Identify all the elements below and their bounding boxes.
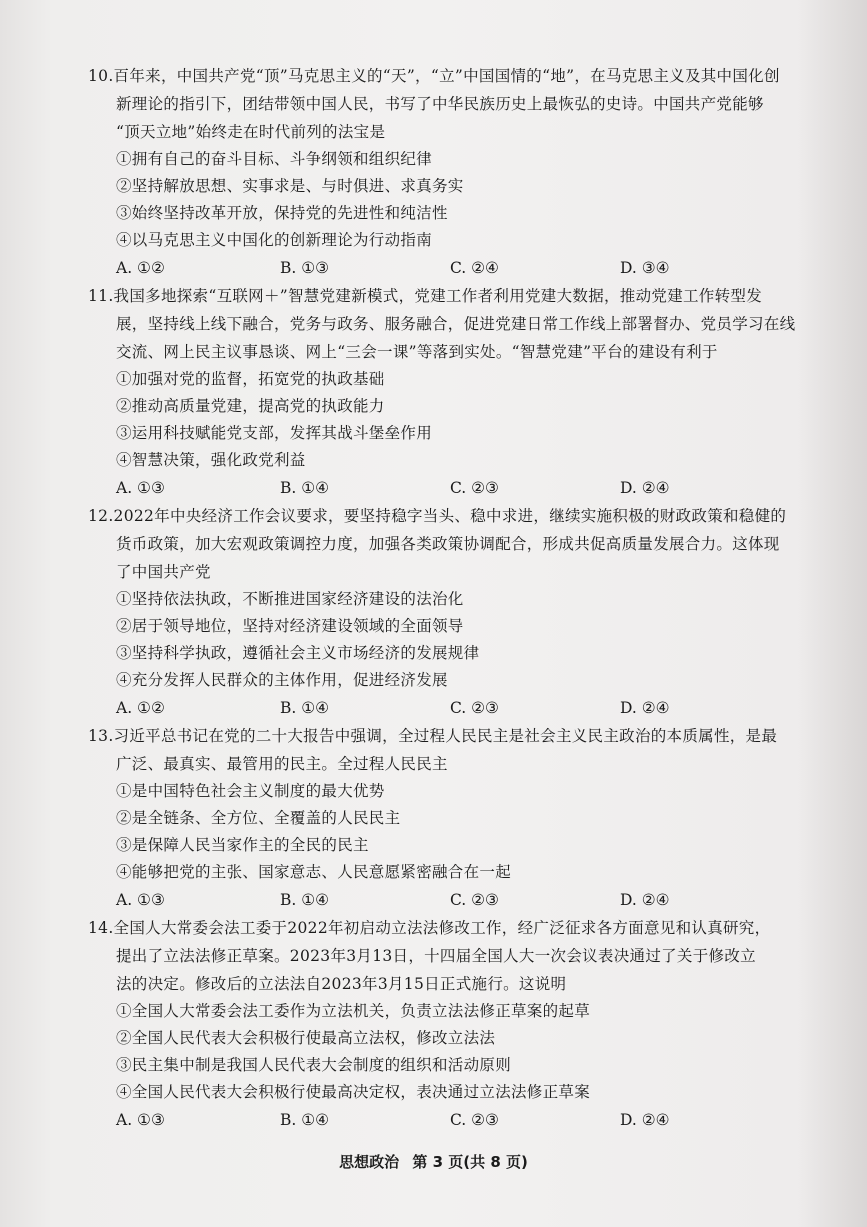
question-stem-line: 提出了立法法修正草案。2023年3月13日，十四届全国人大一次会议表决通过了关于修改立 <box>116 947 756 965</box>
statement-option: ②推动高质量党建，提高党的执政能力 <box>116 397 385 415</box>
statement-option: ①是中国特色社会主义制度的最大优势 <box>116 782 385 800</box>
question-stem-line: 10.百年来，中国共产党“顶”马克思主义的“天”，“立”中国国情的“地”，在马克思主义及其中国化创 <box>88 67 780 85</box>
statement-option: ②居于领导地位，坚持对经济建设领域的全面领导 <box>116 617 464 635</box>
page-footer <box>0 1151 867 1172</box>
statement-option: ①坚持依法执政，不断推进国家经济建设的法治化 <box>116 590 464 608</box>
answer-choice-c: C. ②③ <box>450 699 499 717</box>
statement-option: ②坚持解放思想、实事求是、与时俱进、求真务实 <box>116 177 464 195</box>
question-list <box>88 62 808 1134</box>
question-stem-line: 广泛、最真实、最管用的民主。全过程人民民主 <box>116 755 448 773</box>
answer-choice-d: D. ②④ <box>620 479 670 497</box>
question-stem-line: 了中国共产党 <box>116 563 211 581</box>
statement-option: ③是保障人民当家作主的全民的民主 <box>116 836 369 854</box>
statement-option: ④智慧决策，强化政党利益 <box>116 451 306 469</box>
question-stem-line: 货币政策，加大宏观政策调控力度，加强各类政策协调配合，形成共促高质量发展合力。这体现 <box>116 535 780 553</box>
answer-choice-b: B. ①④ <box>280 891 330 909</box>
answer-choice-c: C. ②③ <box>450 1111 499 1129</box>
statement-option: ④充分发挥人民群众的主体作用，促进经济发展 <box>116 671 448 689</box>
statement-option: ③坚持科学执政，遵循社会主义市场经济的发展规律 <box>116 644 480 662</box>
statement-option: ①全国人大常委会法工委作为立法机关，负责立法法修正草案的起草 <box>116 1002 591 1020</box>
answer-choice-a: A. ①③ <box>116 1111 165 1129</box>
question-14 <box>88 914 808 1134</box>
subject-label: 思想政治 <box>339 1153 400 1171</box>
question-stem-line: 11.我国多地探索“互联网＋”智慧党建新模式，党建工作者利用党建大数据，推动党建工作转型发 <box>88 287 763 305</box>
answer-choices <box>88 886 808 914</box>
answer-choice-a: A. ①② <box>116 699 165 717</box>
question-11 <box>88 282 808 502</box>
statement-option: ①拥有自己的奋斗目标、斗争纲领和组织纪律 <box>116 150 433 168</box>
question-stem-line: 12.2022年中央经济工作会议要求，要坚持稳字当头、稳中求进，继续实施积极的财政政策和稳健的 <box>88 507 787 525</box>
question-10 <box>88 62 808 282</box>
statement-option: ③民主集中制是我国人民代表大会制度的组织和活动原则 <box>116 1056 512 1074</box>
answer-choice-d: D. ②④ <box>620 891 670 909</box>
answer-choice-b: B. ①④ <box>280 479 330 497</box>
statement-option: ③运用科技赋能党支部，发挥其战斗堡垒作用 <box>116 424 433 442</box>
answer-choice-d: D. ③④ <box>620 259 670 277</box>
answer-choice-b: B. ①④ <box>280 699 330 717</box>
statement-option: ③始终坚持改革开放，保持党的先进性和纯洁性 <box>116 204 448 222</box>
answer-choices <box>88 1106 808 1134</box>
question-stem-line: “顶天立地”始终走在时代前列的法宝是 <box>116 123 386 141</box>
answer-choice-c: C. ②③ <box>450 891 499 909</box>
answer-choice-a: A. ①③ <box>116 891 165 909</box>
answer-choice-d: D. ②④ <box>620 1111 670 1129</box>
statement-option: ④以马克思主义中国化的创新理论为行动指南 <box>116 231 433 249</box>
question-stem-line: 展，坚持线上线下融合，党务与政务、服务融合，促进党建日常工作线上部署督办、党员学习在线 <box>116 315 796 333</box>
page-number: 第 3 页(共 8 页) <box>412 1153 528 1171</box>
answer-choices <box>88 694 808 722</box>
question-13 <box>88 722 808 914</box>
statement-option: ②是全链条、全方位、全覆盖的人民民主 <box>116 809 401 827</box>
statement-option: ④能够把党的主张、国家意志、人民意愿紧密融合在一起 <box>116 863 512 881</box>
answer-choice-a: A. ①③ <box>116 479 165 497</box>
answer-choice-b: B. ①③ <box>280 259 330 277</box>
question-stem-line: 法的决定。修改后的立法法自2023年3月15日正式施行。这说明 <box>116 975 567 993</box>
question-stem-line: 交流、网上民主议事恳谈、网上“三会一课”等落到实处。“智慧党建”平台的建设有利于 <box>116 343 718 361</box>
answer-choice-d: D. ②④ <box>620 699 670 717</box>
question-stem-line: 13.习近平总书记在党的二十大报告中强调，全过程人民民主是社会主义民主政治的本质属性，是最 <box>88 727 778 745</box>
question-stem-line: 14.全国人大常委会法工委于2022年初启动立法法修改工作，经广泛征求各方面意见和认真研究， <box>88 919 771 937</box>
answer-choice-b: B. ①④ <box>280 1111 330 1129</box>
statement-option: ②全国人民代表大会积极行使最高立法权，修改立法法 <box>116 1029 496 1047</box>
statement-option: ①加强对党的监督，拓宽党的执政基础 <box>116 370 385 388</box>
question-stem-line: 新理论的指引下，团结带领中国人民，书写了中华民族历史上最恢弘的史诗。中国共产党能够 <box>116 95 764 113</box>
answer-choices <box>88 254 808 282</box>
statement-option: ④全国人民代表大会积极行使最高决定权，表决通过立法法修正草案 <box>116 1083 591 1101</box>
question-12 <box>88 502 808 722</box>
answer-choice-c: C. ②④ <box>450 259 499 277</box>
answer-choice-a: A. ①② <box>116 259 165 277</box>
answer-choice-c: C. ②③ <box>450 479 499 497</box>
answer-choices <box>88 474 808 502</box>
